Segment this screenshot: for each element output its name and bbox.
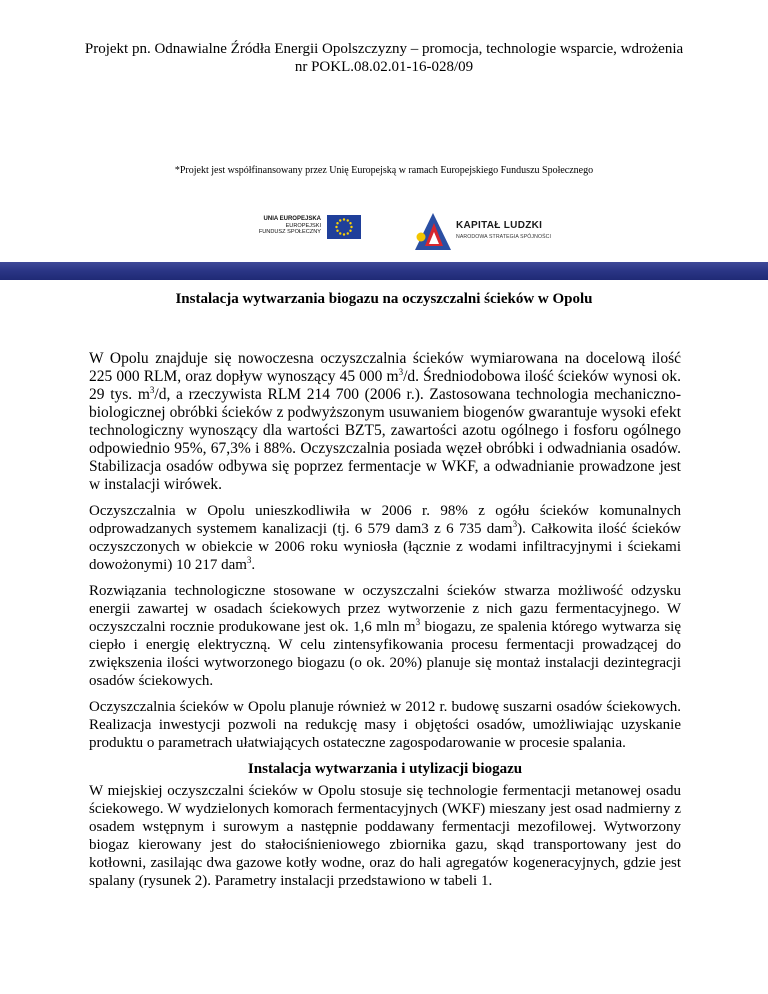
eu-logo-text [251, 216, 321, 236]
document-title: Instalacja wytwarzania biogazu na oczyszczalni ścieków w Opolu [175, 291, 593, 307]
p1-part-b: /d. Średniodobowa ilość ścieków wynosi ok. 29 tys. m [89, 368, 681, 403]
p2-part-a: Oczyszczalnia w Opolu unieszkodliwiła w 2006 r. 98% z ogółu ścieków komunalnych odprowadzanych systemem kanalizacji (tj. 6 579 dam3 z 6 735 dam [89, 503, 681, 537]
paragraph-5: W miejskiej oczyszczalni ścieków w Opolu stosuje się technologie fermentacji metanowej osadu ściekowego. W wydzielonych komorach fermentacyjnych (WKF) mieszany jest osad nadmierny z osadem wstępnym i surowym a następnie poddawany fermentacji mezofilowej. Wytworzony biogaz kierowany jest do stałociśnieniowego zbiornika gazu, skąd transportowany jest do kotłowni, zasilając dwa gazowe kotły wodne, oraz do hali agregatów kogeneracyjnych, gdzie jest spalany (rysunek 2). Parametry instalacji przedstawiono w tabeli 1. [89, 783, 681, 889]
logo-strip [0, 211, 768, 253]
cofinancing-note: *Projekt jest współfinansowany przez Unię Europejską w ramach Europejskiego Funduszu Społecznego [174, 165, 594, 176]
document-body [89, 350, 681, 898]
eu-flag-icon [327, 215, 361, 239]
p1-part-c: /d, a rzeczywista RLM 214 700 (2006 r.). Zastosowana technologia mechaniczno-biologicznej obróbki ścieków z podwyższonym usuwaniem biogenów gwarantuje wysoki efekt technologiczny wynoszący dla wartości BZT5, zawartości azotu ogólnego i fosforu ogólnego odpowiednio 95%, 67,3% i 88%. Oczyszczalnia posiada węzeł obróbki i odwadniania osadów. Stabilizacja osadów odbywa się poprzez fermentacje w WKF, a odwadnianie prowadzone jest w instalacji wirówek. [89, 386, 681, 493]
p2-part-c: . [251, 557, 256, 573]
eu-logo-line3: FUNDUSZ SPOŁECZNY [258, 229, 321, 236]
kapital-ludzki-title: KAPITAŁ LUDZKI [456, 220, 543, 231]
paragraph-1 [89, 350, 681, 494]
section-subheading: Instalacja wytwarzania i utylizacji biogazu [247, 761, 523, 777]
header-band [0, 262, 768, 280]
p1-part-a: W Opolu znajduje się nowoczesna oczyszczalnia ścieków wymiarowana na docelową ilość 225 000 RLM, oraz dopływ wynoszący 45 000 m [89, 350, 681, 385]
paragraph-4: Oczyszczalnia ścieków w Opolu planuje również w 2012 r. budowę suszarni osadów ściekowych. Realizacja inwestycji pozwoli na redukcję masy i objętości osadów, umożliwiając uzyskanie produktu o parametrach ułatwiających ostateczne zagospodarowanie w procesie spalania. [89, 699, 681, 751]
kapital-ludzki-subtitle: NARODOWA STRATEGIA SPÓJNOŚCI [456, 234, 552, 240]
kapital-ludzki-icon [412, 211, 452, 251]
p2-part-b: ). Całkowita ilość ścieków oczyszczonych w obiekcie w 2006 roku wyniosła (łącznie z wodami infiltracyjnymi i ściekami dowożonymi) 10 217 dam [89, 521, 681, 573]
project-header [60, 40, 708, 76]
p3-sup-1: 3 [415, 617, 421, 627]
p2-sup-1: 3 [512, 519, 518, 529]
eu-logo-line2: EUROPEJSKI [285, 222, 321, 229]
paragraph-2 [89, 502, 681, 574]
eu-logo-line1: UNIA EUROPEJSKA [263, 216, 321, 222]
p3-part-a: Rozwiązania technologiczne stosowane w oczyszczalni ścieków stwarza możliwość odzysku energii zawartej w osadach ściekowych przez wytworzenie z nich gazu fermentacyjnego. W oczyszczalni rocznie produkowane jest ok. 1,6 mln m [89, 583, 681, 635]
p1-sup-2: 3 [149, 384, 155, 395]
p3-part-b: biogazu, ze spalenia którego wytwarza się ciepło i energię elektryczną. W celu zintensyfikowania procesu fermentacji prowadzącej do zwiększenia ilości wytworzonego biogazu (o ok. 20%) planuje się montaż instalacji dezintegracji osadów ściekowych. [89, 619, 681, 689]
paragraph-3 [89, 582, 681, 690]
project-header-line1: Projekt pn. Odnawialne Źródła Energii Opolszczyzny – promocja, technologie wsparcie, wdrożenia [84, 41, 684, 57]
p2-sup-2: 3 [246, 555, 252, 565]
p1-sup-1: 3 [398, 366, 404, 377]
project-header-line2: nr POKL.08.02.01-16-028/09 [294, 59, 474, 75]
